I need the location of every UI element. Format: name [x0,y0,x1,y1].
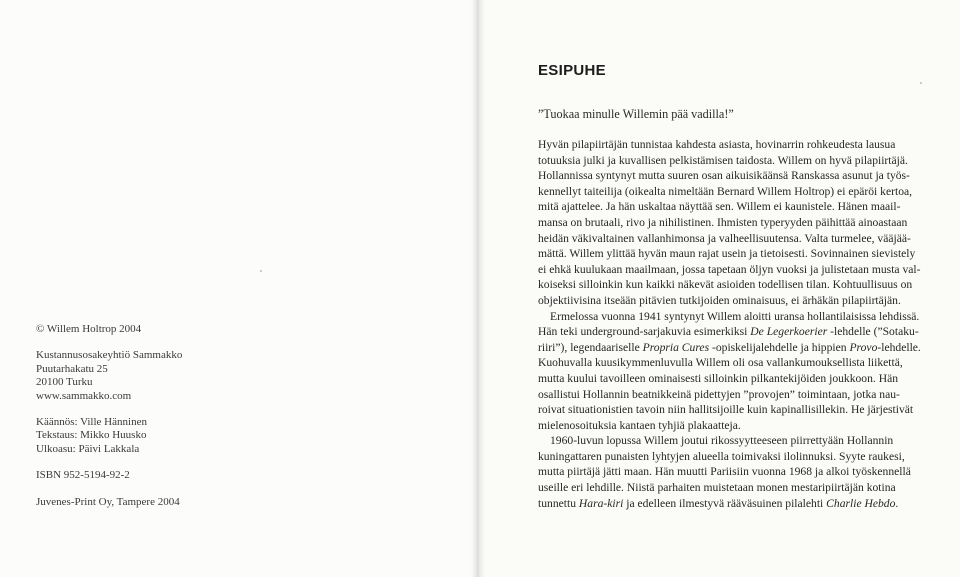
body-text-fragment: tunnettu [538,496,579,510]
body-line: Hyvän pilapiirtäjän tunnistaa kahdesta asiasta, hovinarrin rohkeudesta lausua [538,138,896,151]
body-text-fragment: ja edelleen ilmestyvä rääväsuinen pilalehti [623,496,827,510]
credit-lettering: Tekstaus: Mikko Huusko [36,429,147,442]
publisher-city: 20100 Turku [36,376,93,389]
italic-title: Charlie Hebdo [826,496,896,510]
italic-title: De Legerkoerier [750,325,828,339]
body-text-fragment: -lehdelle. [877,340,921,354]
body-line [538,496,938,512]
body-line [538,340,938,356]
isbn-block [36,469,356,482]
epigraph: ”Tuokaa minulle Willemin pää vadilla!” [538,107,734,121]
left-page [0,0,478,577]
body-text-fragment: -opiskelijalehdelle ja hippien [709,340,850,354]
book-gutter [471,0,485,577]
body-line: objektiivisina itseään pitävien tutkijoiden ominaisuus, ei ärhäkän pilapiirtäjän. [538,293,901,307]
isbn-line: ISBN 952-5194-92-2 [36,469,130,482]
body-line: totuuksia julki ja kuvallisen pelkistämisen taidosta. Willem on hyvä pilapiirtäjä. [538,153,908,167]
chapter-heading: ESIPUHE [538,62,606,79]
printer-block [36,496,356,509]
italic-title: Hara-kiri [578,496,624,510]
body-line: mansa on brutaali, rivo ja nihilistinen. Ihmisten typeryyden päihittää ainoastaan [538,215,908,229]
credit-layout: Ulkoasu: Päivi Lakkala [36,442,140,455]
publisher-block [36,349,356,403]
body-line [538,324,938,340]
body-text-fragment: Hän teki underground-sarjakuvia esimerkiksi [538,325,751,339]
body-text-fragment: -lehdelle (”Sotaku- [827,325,919,339]
credits-block [36,416,356,456]
credit-translation: Käännös: Ville Hänninen [36,416,147,429]
paper-speck [920,82,922,84]
publisher-website: www.sammakko.com [36,389,132,402]
body-line: roivat situationistien tavoin niin hallitsijoille kuin kapinallisillekin. He järjestivät [538,403,914,417]
body-line: mitä ajattelee. Ja hän uskaltaa näyttää sen. Willem ei kaunistele. Hänen maail- [538,200,901,214]
body-line: useille eri lehdille. Niistä parhaiten muistetaan monen mestaripiirtäjän kotina [538,481,896,495]
colophon [36,323,356,522]
paper-speck [260,270,262,272]
body-line: heidän väkivaltainen vallanhimonsa ja valheellisuutensa. Valta turmelee, vääjää- [538,231,911,245]
body-line: kennellyt taiteilija (oikealta nimeltään Bernard Willem Holtrop) ei epäröi kertoa, [538,184,913,198]
body-line: Ermelossa vuonna 1941 syntynyt Willem aloitti uransa hollantilaisissa lehdissä. [550,309,920,323]
italic-title: Propria Cures [642,340,710,354]
body-line: mutta piirtäjä jätti maan. Hän muutti Pariisiin vuonna 1968 ja alkoi työskennellä [538,465,911,479]
body-line: koiseksi silloinkin kun kaikki näkevät asioiden todellisen tilan. Kohtuullisuus on [538,278,913,292]
body-line: Hollannissa syntynyt mutta suuren osan aikuisikäänsä Ranskassa asunut ja työs- [538,169,910,183]
body-line: mutta kuului tavoilleen ominaisesti silloinkin pilkantekijöiden joukkoon. Hän [538,371,899,385]
body-line: mielenosoituksia kantaen tyhjiä plakaatteja. [538,418,741,432]
body-text-fragment: . [895,496,899,510]
body-line: kuningattaren punaisten lyhtyjen alueella toimivaksi ilolinnuksi. Syyte raukesi, [538,449,905,463]
body-line: ei ehkä kuulukaan maailmaan, jossa tapetaan öljyn vuoksi ja julistetaan musta val- [538,262,921,276]
copyright-block [36,323,356,336]
copyright-line: © Willem Holtrop 2004 [36,323,142,335]
preface-body [538,137,938,511]
body-text-fragment: riiri”), legendaariselle [538,340,643,354]
printer-line: Juvenes-Print Oy, Tampere 2004 [36,495,180,508]
italic-title: Provo [849,340,878,354]
body-line: 1960-luvun lopussa Willem joutui rikossyytteeseen piirrettyään Hollannin [550,434,894,448]
publisher-name: Kustannusosakeyhtiö Sammakko [36,349,183,362]
publisher-street: Puutarhakatu 25 [36,362,108,375]
body-line: Kuohuvalla kuusikymmenluvulla Willem oli osa vallankumouksellista liikettä, [538,356,903,370]
body-line: osallistui Hollannin beatnikkeinä pidettyjen ”provojen” toimintaan, jotka nau- [538,387,900,401]
body-line: mättä. Willem ylittää hyvän maun rajat usein ja tietoisesti. Sovinnainen sievistely [538,247,916,261]
